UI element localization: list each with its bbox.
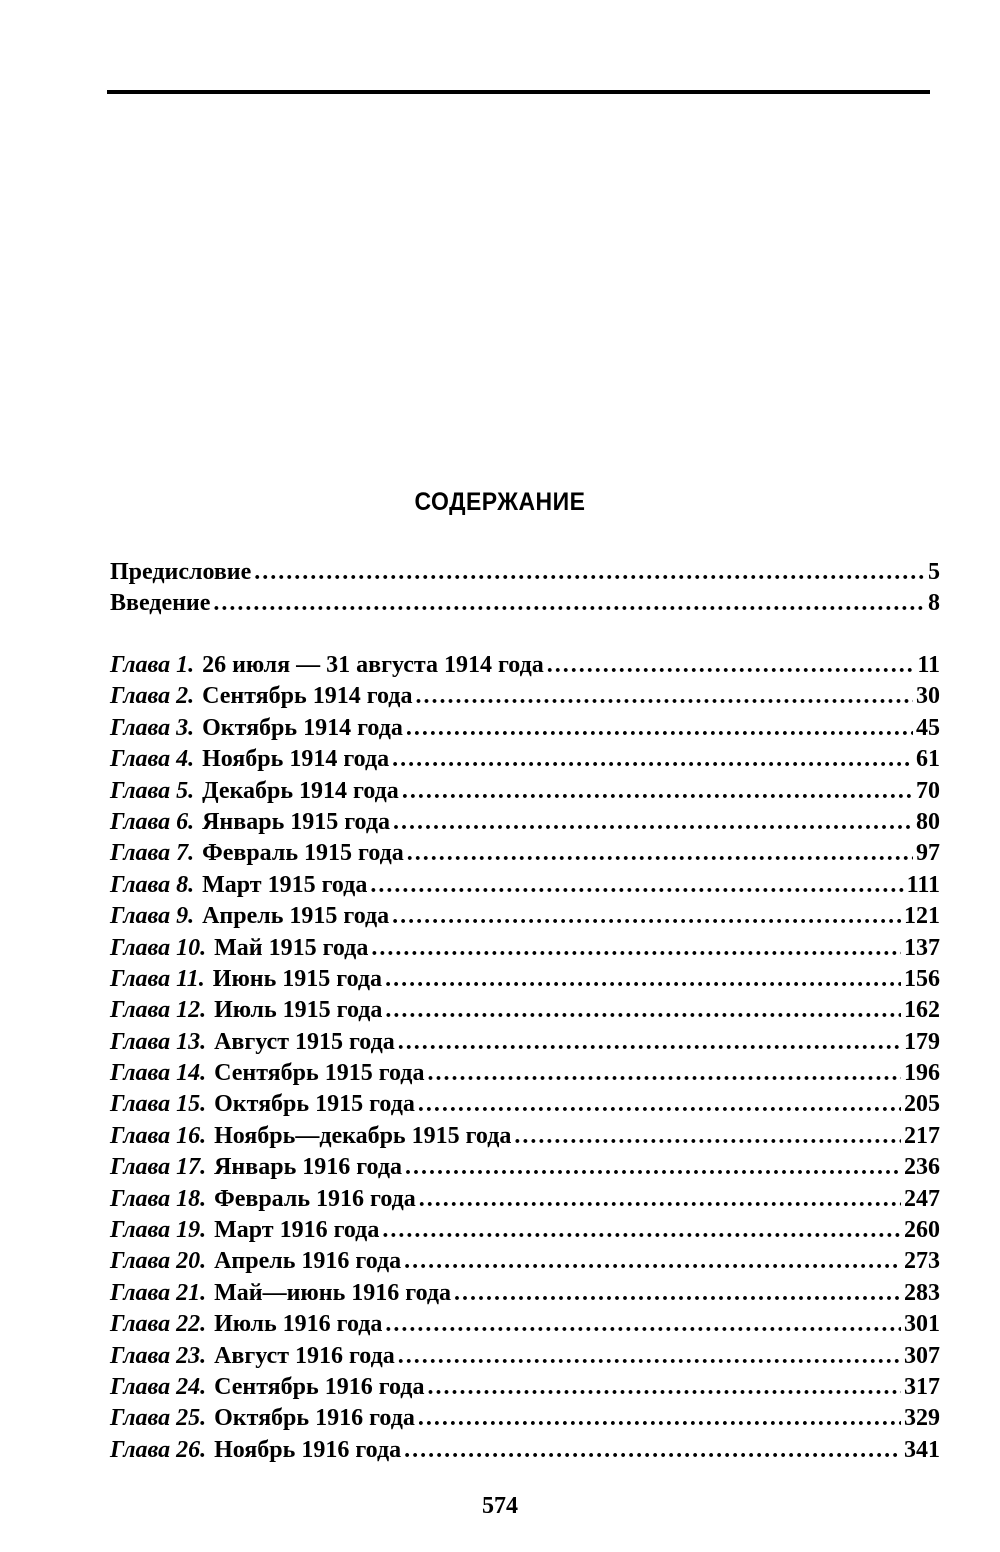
- dot-leader: [398, 1341, 901, 1372]
- chapter-prefix: Глава 24.: [110, 1373, 207, 1400]
- chapter-title: Сентябрь 1916 года: [214, 1373, 425, 1400]
- chapter-prefix: Глава 2.: [110, 683, 195, 710]
- dot-leader: [514, 1121, 901, 1152]
- chapter-prefix: Глава 7.: [110, 840, 195, 867]
- toc-entry-chapter-11[interactable]: [110, 964, 940, 995]
- chapter-page: 70: [916, 777, 940, 804]
- toc-entry-chapter-10[interactable]: [110, 933, 940, 964]
- toc-entry-chapter-4[interactable]: [110, 744, 940, 775]
- dot-leader: [415, 681, 913, 712]
- chapter-prefix: Глава 11.: [110, 965, 205, 992]
- dot-leader: [419, 1184, 901, 1215]
- dot-leader: [404, 1246, 901, 1277]
- toc-entry-chapter-8[interactable]: [110, 870, 940, 901]
- dot-leader: [404, 1435, 901, 1466]
- chapter-page: 30: [916, 683, 940, 710]
- chapter-prefix: Глава 25.: [110, 1405, 207, 1432]
- toc-entry-chapter-6[interactable]: [110, 807, 940, 838]
- dot-leader: [382, 1215, 901, 1246]
- chapter-page: 205: [904, 1091, 940, 1118]
- chapter-page: 273: [904, 1248, 940, 1275]
- chapter-title: Декабрь 1914 года: [202, 777, 399, 804]
- chapter-title: Апрель 1916 года: [214, 1248, 402, 1275]
- dot-leader: [385, 964, 901, 995]
- chapter-prefix: Глава 4.: [110, 746, 195, 773]
- chapter-title: Август 1915 года: [214, 1028, 395, 1055]
- toc-entry-chapter-22[interactable]: [110, 1309, 940, 1340]
- entry-page: 5: [928, 559, 940, 585]
- chapter-page: 80: [916, 808, 940, 835]
- chapter-page: 341: [904, 1436, 940, 1463]
- chapter-page: 236: [904, 1154, 940, 1181]
- chapter-page: 317: [904, 1373, 940, 1400]
- toc-entry-chapter-24[interactable]: [110, 1372, 940, 1403]
- dot-leader: [406, 713, 913, 744]
- page-title: СОДЕРЖАНИЕ: [414, 488, 586, 516]
- chapter-page: 260: [904, 1217, 940, 1244]
- chapter-prefix: Глава 18.: [110, 1185, 207, 1212]
- dot-leader: [393, 807, 913, 838]
- toc-entry-chapter-25[interactable]: [110, 1403, 940, 1434]
- chapter-prefix: Глава 16.: [110, 1122, 207, 1149]
- chapter-prefix: Глава 8.: [110, 871, 195, 898]
- chapter-prefix: Глава 20.: [110, 1248, 207, 1275]
- chapter-page: 137: [904, 934, 940, 961]
- chapter-title: Март 1916 года: [214, 1217, 380, 1244]
- toc-entry-chapter-23[interactable]: [110, 1341, 940, 1372]
- toc-entry-chapter-12[interactable]: [110, 995, 940, 1026]
- entry-title: Предисловие: [110, 559, 252, 585]
- chapter-prefix: Глава 15.: [110, 1091, 207, 1118]
- chapter-title: Октябрь 1915 года: [214, 1091, 415, 1118]
- toc-entry-chapter-13[interactable]: [110, 1027, 940, 1058]
- chapter-title: Ноябрь 1914 года: [202, 746, 390, 773]
- chapter-title: Июль 1915 года: [214, 997, 383, 1024]
- chapter-title: Февраль 1916 года: [214, 1185, 416, 1212]
- toc-entry-chapter-18[interactable]: [110, 1184, 940, 1215]
- chapter-page: 61: [916, 746, 940, 773]
- toc-entry-preface[interactable]: [110, 557, 940, 588]
- chapter-title: Март 1915 года: [202, 871, 368, 898]
- dot-leader: [392, 744, 913, 775]
- dot-leader: [418, 1089, 901, 1120]
- chapter-title: Май 1915 года: [214, 934, 369, 961]
- chapter-prefix: Глава 13.: [110, 1028, 207, 1055]
- dot-leader: [402, 776, 913, 807]
- dot-leader: [407, 838, 913, 869]
- chapter-page: 111: [906, 871, 940, 898]
- chapter-prefix: Глава 19.: [110, 1217, 207, 1244]
- dot-leader: [547, 650, 915, 681]
- chapter-prefix: Глава 21.: [110, 1279, 207, 1306]
- chapter-page: 301: [904, 1311, 940, 1338]
- dot-leader: [370, 870, 903, 901]
- chapter-prefix: Глава 6.: [110, 808, 195, 835]
- toc-entry-chapter-19[interactable]: [110, 1215, 940, 1246]
- toc-entry-chapter-2[interactable]: [110, 681, 940, 712]
- chapter-page: 217: [904, 1122, 940, 1149]
- chapter-title: 26 июля — 31 августа 1914 года: [202, 652, 544, 678]
- entry-page: 8: [928, 590, 940, 616]
- chapter-title: Сентябрь 1914 года: [202, 683, 413, 710]
- chapter-title: Ноябрь—декабрь 1915 года: [214, 1122, 512, 1149]
- chapter-page: 156: [904, 965, 940, 992]
- chapter-page: 247: [904, 1185, 940, 1212]
- chapter-page: 329: [904, 1405, 940, 1432]
- chapter-prefix: Глава 23.: [110, 1342, 207, 1369]
- chapter-prefix: Глава 1.: [110, 652, 195, 678]
- chapter-page: 162: [904, 997, 940, 1024]
- toc-entry-chapter-26[interactable]: [110, 1435, 940, 1466]
- chapter-prefix: Глава 14.: [110, 1060, 207, 1087]
- chapter-prefix: Глава 17.: [110, 1154, 207, 1181]
- dot-leader: [427, 1058, 901, 1089]
- chapter-title: Январь 1916 года: [214, 1154, 403, 1181]
- chapter-title: Сентябрь 1915 года: [214, 1060, 425, 1087]
- chapter-page: 179: [904, 1028, 940, 1055]
- chapter-prefix: Глава 10.: [110, 934, 207, 961]
- toc-entry-chapter-16[interactable]: [110, 1121, 940, 1152]
- chapter-prefix: Глава 12.: [110, 997, 207, 1024]
- dot-leader: [371, 933, 901, 964]
- dot-leader: [254, 557, 925, 588]
- toc-entry-chapter-9[interactable]: [110, 901, 940, 932]
- dot-leader: [454, 1278, 901, 1309]
- top-rule: [107, 90, 930, 94]
- dot-leader: [418, 1403, 901, 1434]
- chapter-page: 283: [904, 1279, 940, 1306]
- front-matter-list: [110, 557, 940, 619]
- chapter-prefix: Глава 26.: [110, 1436, 207, 1463]
- dot-leader: [398, 1027, 901, 1058]
- chapter-prefix: Глава 22.: [110, 1311, 207, 1338]
- dot-leader: [392, 901, 901, 932]
- dot-leader: [385, 995, 901, 1026]
- toc-entry-chapter-20[interactable]: [110, 1246, 940, 1277]
- dot-leader: [427, 1372, 901, 1403]
- chapter-title: Октябрь 1916 года: [214, 1405, 415, 1432]
- dot-leader: [213, 588, 925, 619]
- chapter-title: Апрель 1915 года: [202, 903, 390, 930]
- entry-title: Введение: [110, 590, 211, 616]
- toc-entry-chapter-21[interactable]: [110, 1278, 940, 1309]
- toc-entry-chapter-7[interactable]: [110, 838, 940, 869]
- chapter-prefix: Глава 5.: [110, 777, 195, 804]
- dot-leader: [405, 1152, 901, 1183]
- toc-entry-introduction[interactable]: [110, 588, 940, 619]
- chapter-list: [110, 650, 940, 1466]
- chapter-title: Июнь 1915 года: [212, 965, 383, 992]
- chapter-title: Ноябрь 1916 года: [214, 1436, 402, 1463]
- toc-entry-chapter-17[interactable]: [110, 1152, 940, 1183]
- chapter-page: 121: [904, 903, 940, 930]
- chapter-title: Октябрь 1914 года: [202, 714, 403, 741]
- chapter-page: 196: [904, 1060, 940, 1087]
- toc-entry-chapter-5[interactable]: [110, 776, 940, 807]
- toc-entry-chapter-3[interactable]: [110, 713, 940, 744]
- toc-entry-chapter-14[interactable]: [110, 1058, 940, 1089]
- chapter-page: 11: [917, 652, 940, 678]
- chapter-title: Июль 1916 года: [214, 1311, 383, 1338]
- chapter-title: Январь 1915 года: [202, 808, 391, 835]
- chapter-page: 307: [904, 1342, 940, 1369]
- dot-leader: [385, 1309, 901, 1340]
- chapter-page: 45: [916, 714, 940, 741]
- chapter-prefix: Глава 3.: [110, 714, 195, 741]
- toc-entry-chapter-15[interactable]: [110, 1089, 940, 1120]
- toc-entry-chapter-1[interactable]: [110, 650, 940, 681]
- footer-page-number: 574: [482, 1493, 518, 1519]
- chapter-title: Февраль 1915 года: [202, 840, 404, 867]
- chapter-title: Май—июнь 1916 года: [214, 1279, 452, 1306]
- chapter-title: Август 1916 года: [214, 1342, 395, 1369]
- chapter-prefix: Глава 9.: [110, 903, 195, 930]
- chapter-page: 97: [916, 840, 940, 867]
